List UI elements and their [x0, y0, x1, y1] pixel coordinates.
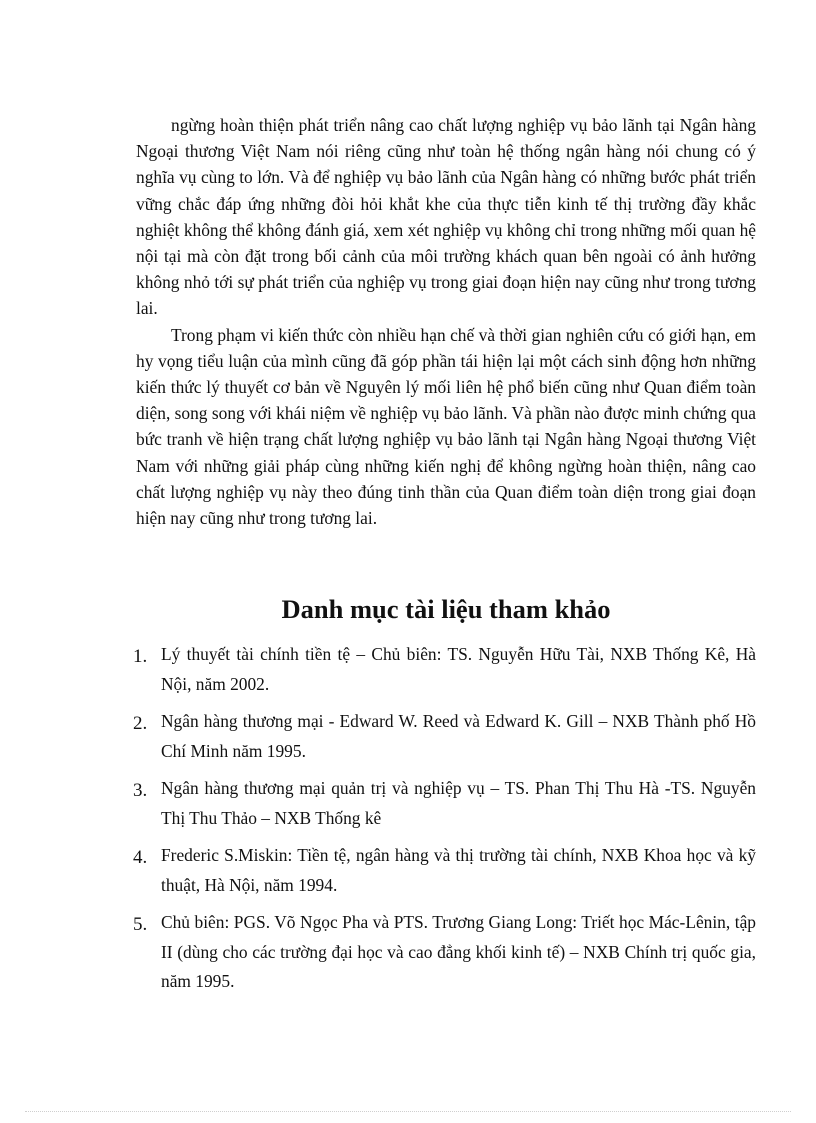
reference-number: 3.	[133, 780, 148, 801]
body-text	[136, 112, 756, 531]
reference-number: 4.	[133, 847, 148, 868]
reference-text: Lý thuyết tài chính tiền tệ – Chủ biên: TS. Nguyễn Hữu Tài, NXB Thống Kê, Hà Nội, năm 2002.	[161, 644, 756, 694]
references-list	[130, 640, 756, 1005]
reference-item	[130, 774, 756, 833]
reference-item	[130, 707, 756, 766]
paragraph: ngừng hoàn thiện phát triển nâng cao chất lượng nghiệp vụ bảo lãnh tại Ngân hàng Ngoại thương Việt Nam nói riêng cũng như toàn hệ thống ngân hàng nói chung có ý nghĩa vụ cùng to lớn. Và để nghiệp vụ bảo lãnh của Ngân hàng có những bước phát triển vững chắc đáp ứng những đòi hỏi khắt khe của thực tiễn kinh tế thị trường đầy khắc nghiệt không thể không đánh giá, xem xét nghiệp vụ không chỉ trong những mối quan hệ nội tại mà còn đặt trong bối cảnh của môi trường khách quan bên ngoài có ảnh hưởng không nhỏ tới sự phát triển của nghiệp vụ trong giai đoạn hiện nay cũng như trong tương lai.	[136, 115, 756, 319]
reference-text: Frederic S.Miskin: Tiền tệ, ngân hàng và thị trường tài chính, NXB Khoa học và kỹ thuật, Hà Nội, năm 1994.	[161, 845, 756, 895]
reference-text: Ngân hàng thương mại quản trị và nghiệp vụ – TS. Phan Thị Thu Hà -TS. Nguyễn Thị Thu Thảo – NXB Thống kê	[161, 778, 756, 828]
reference-item	[130, 640, 756, 699]
reference-item	[130, 841, 756, 900]
reference-item	[130, 908, 756, 997]
references-heading: Danh mục tài liệu tham khảo	[281, 594, 611, 624]
reference-text: Chủ biên: PGS. Võ Ngọc Pha và PTS. Trương Giang Long: Triết học Mác-Lênin, tập II (dùng cho các trường đại học và cao đẳng khối kinh tế) – NXB Chính trị quốc gia, năm 1995.	[161, 912, 756, 991]
page-bottom-divider	[25, 1111, 791, 1112]
paragraph: Trong phạm vi kiến thức còn nhiều hạn chế và thời gian nghiên cứu có giới hạn, em hy vọng tiểu luận của mình cũng đã góp phần tái hiện lại một cách sinh động hơn những kiến thức lý thuyết cơ bản về Nguyên lý mối liên hệ phổ biến cũng như Quan điểm toàn diện, song song với khái niệm về nghiệp vụ bảo lãnh. Và phần nào được minh chứng qua bức tranh về hiện trạng chất lượng nghiệp vụ bảo lãnh tại Ngân hàng Ngoại thương Việt Nam với những giải pháp cùng những kiến nghị để không ngừng hoàn thiện, nâng cao chất lượng nghiệp vụ này theo đúng tinh thần của Quan điểm toàn diện trong giai đoạn hiện nay cũng như trong tương lai.	[136, 324, 756, 529]
reference-number: 5.	[133, 914, 148, 935]
reference-number: 2.	[133, 713, 148, 734]
reference-number: 1.	[133, 646, 148, 667]
reference-text: Ngân hàng thương mại - Edward W. Reed và Edward K. Gill – NXB Thành phố Hồ Chí Minh năm 1995.	[161, 711, 756, 761]
